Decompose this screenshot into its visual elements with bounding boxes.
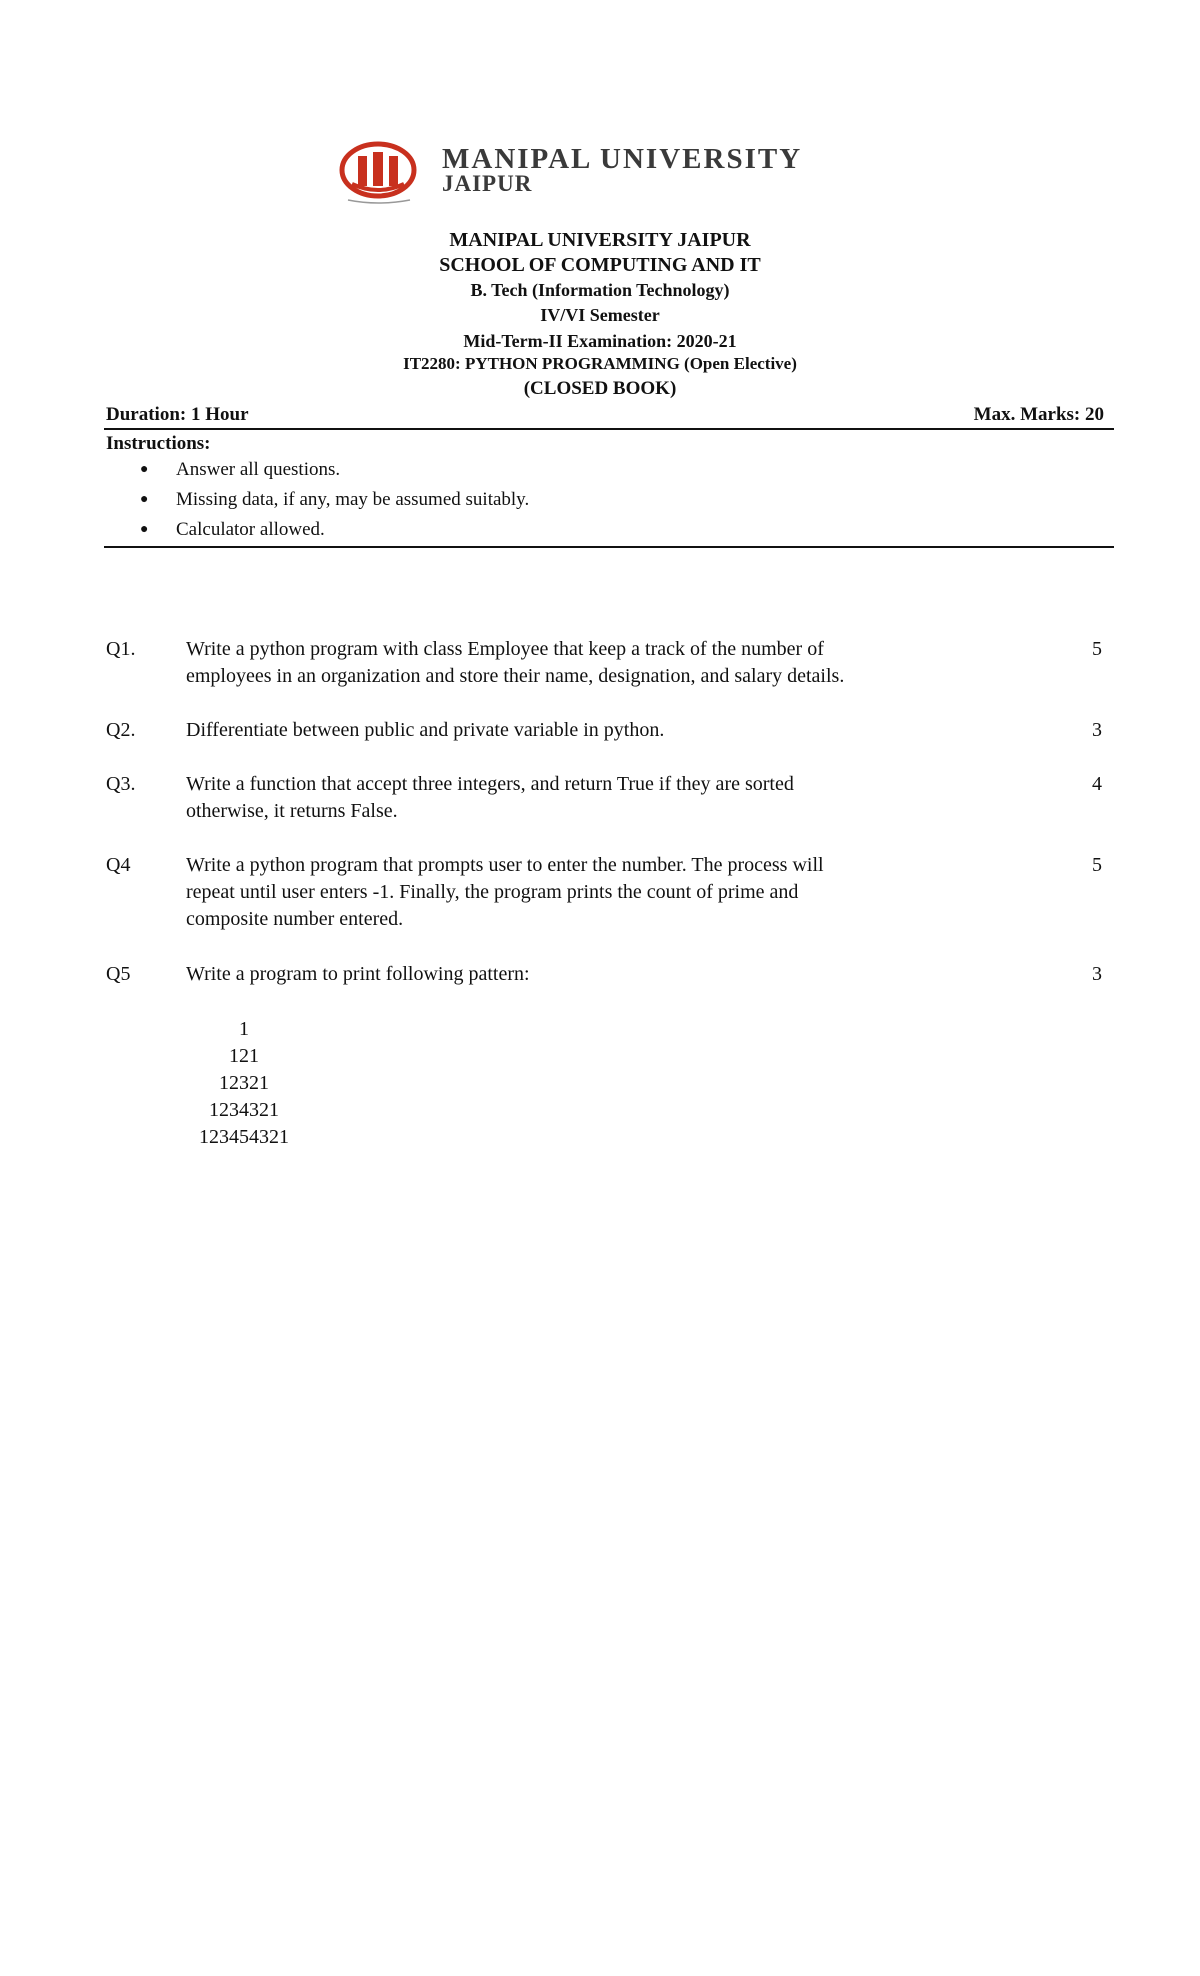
pattern-line: 12321 [219,1072,269,1094]
question-line: otherwise, it returns False. [186,800,398,822]
university-emblem-icon [338,140,442,208]
header-divider [104,428,1114,430]
question-marks: 4 [1092,773,1102,795]
pattern-line: 123454321 [199,1126,289,1148]
university-name: MANIPAL UNIVERSITY JAIPUR [449,229,751,251]
instruction-item [140,458,529,488]
question-text [186,771,956,825]
question-text [186,852,956,933]
instructions-title: Instructions: [106,433,211,454]
pattern-line: 121 [229,1045,259,1067]
instruction-text: Answer all questions. [176,459,341,480]
pattern-line: 1 [239,1018,249,1040]
instruction-text: Missing data, if any, may be assumed suitably. [176,489,530,510]
instruction-text: Calculator allowed. [176,519,325,540]
question-marks: 5 [1092,638,1102,660]
question-4 [106,852,1106,934]
bullet-icon: ● [140,492,149,507]
question-line: Differentiate between public and private variable in python. [186,719,665,741]
question-line: Write a program to print following pattern: [186,963,530,985]
question-line: employees in an organization and store their name, designation, and salary details. [186,665,845,687]
question-text [186,961,956,988]
pattern-line: 1234321 [209,1099,279,1121]
question-number: Q5 [106,963,131,985]
course-title: IT2280: PYTHON PROGRAMMING (Open Elective) [403,354,797,373]
bullet-icon: ● [140,462,149,477]
question-line: Write a python program with class Employee that keep a track of the number of [186,638,824,660]
max-marks: Max. Marks: 20 [973,404,1104,425]
exam-title: Mid-Term-II Examination: 2020-21 [463,331,737,351]
question-line: Write a function that accept three integers, and return True if they are sorted [186,773,794,795]
instructions-list [140,458,529,548]
university-logo [338,140,878,208]
question-5 [106,961,1106,989]
question-2 [106,717,1106,745]
question-3 [106,771,1106,827]
semester: IV/VI Semester [540,305,660,325]
school-name: SCHOOL OF COMPUTING AND IT [439,254,761,276]
question-text [186,717,956,744]
question-line: repeat until user enters -1. Finally, the program prints the count of prime and [186,881,799,903]
question-number: Q1. [106,638,136,660]
question-text [186,636,956,690]
bullet-icon: ● [140,522,149,537]
exam-mode: (CLOSED BOOK) [523,378,677,399]
question-line: composite number entered. [186,908,404,930]
instruction-item [140,518,529,548]
number-pattern [184,1016,304,1151]
instructions-divider [104,546,1114,548]
logo-text-jaipur: JAIPUR [442,171,533,196]
program-name: B. Tech (Information Technology) [470,280,730,300]
instruction-item [140,488,529,518]
question-1 [106,636,1106,692]
question-marks: 5 [1092,854,1102,876]
question-number: Q2. [106,719,136,741]
question-number: Q4 [106,854,131,876]
logo-text-university: MANIPAL UNIVERSITY [442,143,803,175]
question-marks: 3 [1092,963,1102,985]
duration: Duration: 1 Hour [106,404,249,425]
question-number: Q3. [106,773,136,795]
question-marks: 3 [1092,719,1102,741]
question-line: Write a python program that prompts user to enter the number. The process will [186,854,824,876]
